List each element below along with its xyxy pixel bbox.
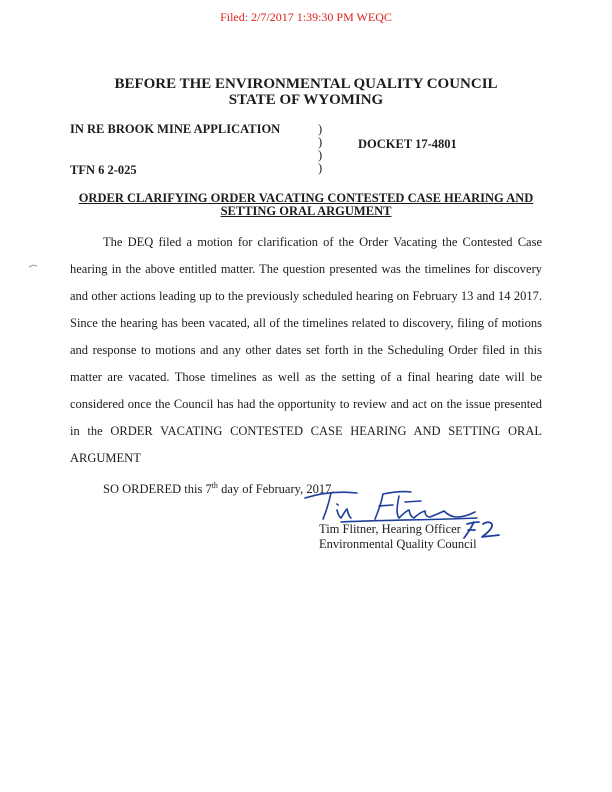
court-state: STATE OF WYOMING — [228, 92, 384, 108]
initials-mark — [461, 518, 501, 540]
court-header — [0, 76, 612, 108]
court-name: BEFORE THE ENVIRONMENTAL QUALITY COUNCIL — [114, 76, 498, 92]
order-title-line1: ORDER CLARIFYING ORDER VACATING CONTESTED CASE HEARING AND — [78, 191, 534, 205]
order-body — [70, 229, 542, 503]
caption-paren: ) — [318, 135, 323, 149]
signer-name: Tim Flitner, Hearing Officer — [319, 522, 461, 536]
so-ordered-sup: th — [211, 481, 218, 490]
handwritten-signature — [301, 484, 481, 524]
caption-paren: ) — [318, 148, 323, 162]
order-title — [70, 192, 542, 218]
signer-council: Environmental Quality Council — [319, 537, 477, 551]
so-ordered-prefix: SO ORDERED this 7 — [103, 482, 212, 497]
filed-stamp: Filed: 2/7/2017 1:39:30 PM WEQC — [220, 10, 392, 24]
caption-divider — [318, 123, 322, 175]
so-ordered-suffix: day of February, 2017. — [217, 482, 335, 497]
case-matter: IN RE BROOK MINE APPLICATION — [70, 122, 281, 136]
stray-mark — [28, 263, 38, 269]
caption-paren: ) — [318, 161, 323, 175]
order-title-line2: SETTING ORAL ARGUMENT — [220, 204, 392, 218]
case-tfn: TFN 6 2-025 — [70, 163, 137, 177]
caption-paren: ) — [318, 122, 323, 136]
case-docket: DOCKET 17-4801 — [358, 137, 457, 151]
body-paragraph: The DEQ filed a motion for clarification of the Order Vacating the Contested Case hearing in the above entitled matter. The question presented was the timelines for discovery and other actions leading up to the previously scheduled hearing on February 13 and 14 2017. Since the hearing has been vacated, all of the timelines related to discovery, filing of motions and response to motions and any other dates set forth in the Scheduling Order filed in this matter are vacated. Those timelines as well as the setting of a final hearing date will be considered once the Council has had the opportunity to review and act on the issue presented in the ORDER VACATING CONTESTED CASE HEARING AND SETTING ORAL ARGUMENT — [70, 235, 542, 465]
